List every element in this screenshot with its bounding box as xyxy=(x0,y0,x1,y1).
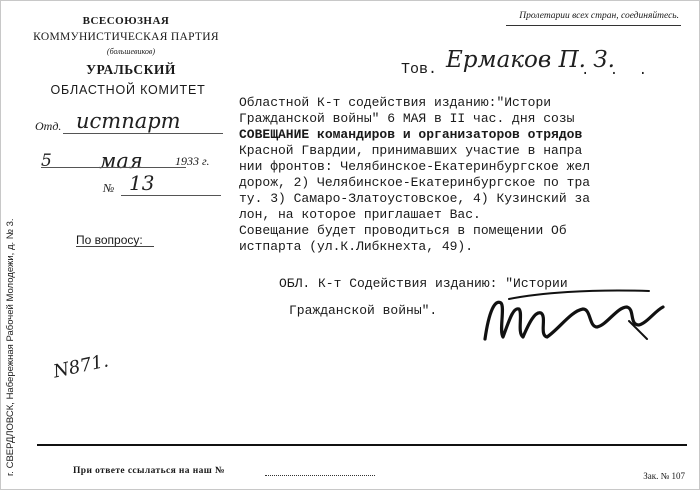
recipient-name: Ермаков П. З. xyxy=(446,47,615,73)
department-label: Отд. xyxy=(35,119,62,133)
handwritten-signature xyxy=(479,281,669,351)
subject-label: По вопросу: xyxy=(76,233,143,247)
letterhead-line-5: ОБЛАСТНОЙ КОМИТЕТ xyxy=(50,83,206,97)
number-rule xyxy=(121,195,221,196)
motto: Пролетарии всех стран, соединяйтесь. xyxy=(519,11,679,21)
department-rule xyxy=(63,133,223,134)
body-line: Совещание будет проводиться в помещении Об xyxy=(239,223,567,238)
letterhead-line-2: КОММУНИСТИЧЕСКАЯ ПАРТИЯ xyxy=(33,31,219,43)
body-line: Гражданской войны" 6 МАЯ в II час. дня созы xyxy=(239,111,575,126)
side-address: г. СВЕРДЛОВСК, Набережная Рабочей Молодежи, д. № 3. xyxy=(5,218,16,476)
date-rule xyxy=(41,167,186,168)
date-day: 5 xyxy=(41,151,52,171)
body-line: дорож, 2) Челябинское-Екатеринбургское по тра xyxy=(239,175,591,190)
archive-number: N871. xyxy=(51,350,111,383)
body-line: Красной Гвардии, принимавших участие в напра xyxy=(239,143,583,158)
department-handwritten: истпарт xyxy=(76,109,181,133)
letterhead-line-1: ВСЕСОЮЗНАЯ xyxy=(82,15,170,27)
recipient-label: Тов. xyxy=(401,61,438,78)
print-order-number: Зак. № 107 xyxy=(643,471,685,481)
recipient-dots: . . . xyxy=(581,63,654,79)
number-label: № xyxy=(103,181,115,195)
body-line: ту. 3) Самаро-Златоустовское, 4) Кузинский за xyxy=(239,191,591,206)
body-line: Областной К-т содействия изданию:"Истори xyxy=(239,95,552,110)
body-line: лон, на которое приглашает Вас. xyxy=(239,207,481,222)
date-month: мая xyxy=(99,149,143,173)
motto-underline xyxy=(506,25,681,26)
subject-rule xyxy=(76,246,154,247)
footer-reference: При ответе ссылаться на наш № xyxy=(73,466,225,476)
bottom-rule xyxy=(37,444,687,446)
body-line: истпарта (ул.К.Либкнехта, 49). xyxy=(239,239,474,254)
body-line: нии фронтов: Челябинское-Екатеринбургское жел xyxy=(239,159,591,174)
letter-body xyxy=(239,95,697,255)
number-handwritten: 13 xyxy=(129,171,155,195)
signature-org-line-1: ОБЛ. К-т Содействия изданию: "Истории xyxy=(279,276,568,291)
footer-dotted-line xyxy=(265,475,375,476)
letterhead-line-3: (большевиков) xyxy=(106,47,156,56)
date-year: 1933 г. xyxy=(175,154,210,168)
signature-org-line-2: Гражданской войны". xyxy=(289,303,438,318)
letterhead-line-4: УРАЛЬСКИЙ xyxy=(86,62,176,77)
body-line: СОВЕЩАНИЕ командиров и организаторов отрядов xyxy=(239,127,583,142)
